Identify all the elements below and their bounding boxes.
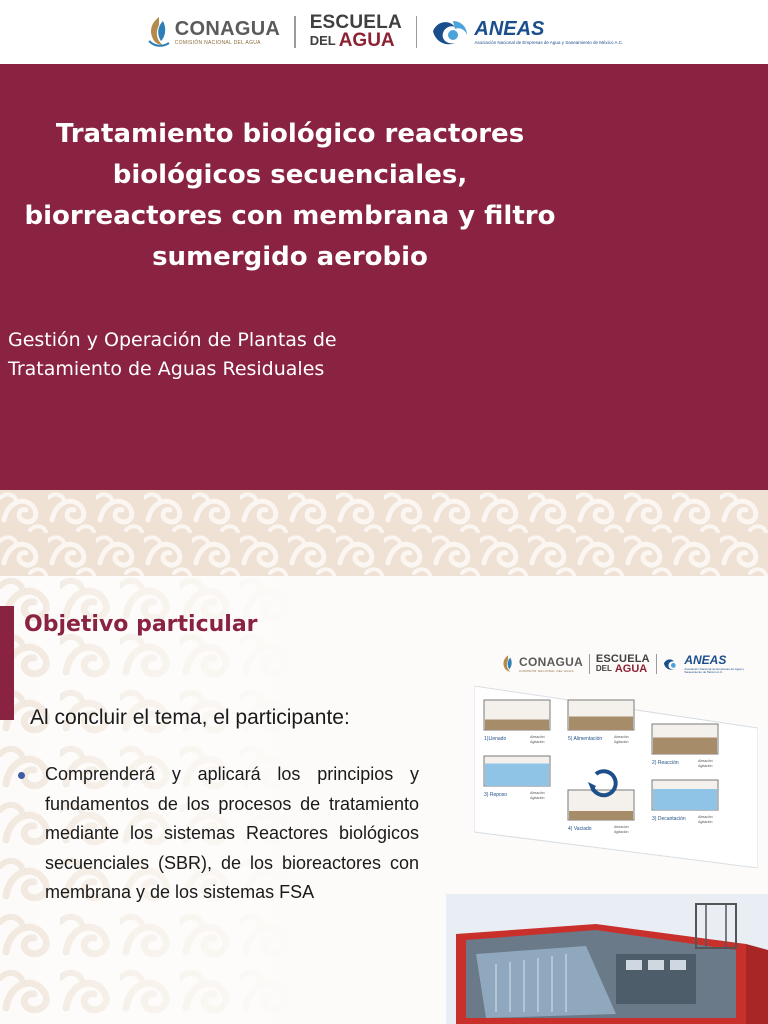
sbr-legend-agitation: Agitación: [698, 764, 713, 768]
sbr-liquid: [653, 738, 717, 755]
sbr-legend-agitation: Agitación: [530, 740, 545, 744]
logo-separator: [589, 654, 590, 674]
aneas-name-small: ANEAS: [684, 653, 727, 667]
bullet-icon: [18, 772, 25, 779]
sbr-cycle-diagram: [474, 686, 758, 868]
decorative-pattern-band: [0, 490, 768, 576]
sbr-stage: [568, 700, 634, 744]
subtitle-line-2: Tratamiento de Aguas Residuales: [8, 358, 325, 380]
sbr-legend-agitation: Agitación: [530, 796, 545, 800]
sbr-stage-label: 2) Reacción: [652, 760, 679, 766]
logo-separator: [416, 16, 418, 48]
intro-text: Al concluir el tema, el participante:: [30, 706, 350, 729]
subtitle-line-1: Gestión y Operación de Plantas de: [8, 329, 337, 351]
objective-bullet: Comprenderá y aplicará los principios y fundamentos de los procesos de tratamiento mediante los sistemas Reactores biológicos secuenciales (SBR), de los bioreactores con membrana y de los sistemas FSA: [45, 764, 419, 903]
logo-bar: [0, 0, 768, 64]
agua-word: AGUA: [338, 30, 395, 51]
sbr-liquid: [569, 811, 633, 820]
aneas-wave-icon: [431, 17, 471, 47]
logo-separator: [656, 654, 657, 674]
small-logo-bar: [500, 648, 756, 680]
sbr-liquid: [485, 720, 549, 731]
sbr-liquid: [653, 789, 717, 810]
sbr-legend-agitation: Agitación: [614, 740, 629, 744]
sbr-liquid: [485, 764, 549, 787]
sbr-stage-label: 3) Decantación: [652, 816, 686, 822]
aneas-name: ANEAS: [474, 17, 545, 40]
accent-bar: [0, 606, 14, 720]
conagua-subtitle: COMISIÓN NACIONAL DEL AGUA: [174, 39, 261, 46]
del-word: DEL: [309, 32, 336, 48]
title-panel: [0, 64, 768, 490]
conagua-emblem-icon: [145, 15, 171, 49]
sbr-legend-aeration: Aireación: [698, 815, 713, 819]
aneas-wave-icon: [663, 654, 682, 674]
escuela-del-agua-logo-small: [596, 654, 650, 675]
sbr-legend-aeration: Aireación: [614, 825, 629, 829]
del-word-small: DEL: [595, 664, 612, 674]
conagua-name-small: CONAGUA: [519, 654, 584, 669]
escuela-word-small: ESCUELA: [595, 652, 650, 665]
escuela-word: ESCUELA: [309, 11, 402, 33]
conagua-logo: [145, 15, 280, 49]
sbr-legend-aeration: Aireación: [698, 759, 713, 763]
decorative-pattern: [0, 490, 768, 576]
sbr-legend-agitation: Agitación: [698, 820, 713, 824]
conagua-name: CONAGUA: [174, 17, 281, 40]
sbr-legend-aeration: Aireación: [614, 735, 629, 739]
sbr-legend-aeration: Aireación: [530, 791, 545, 795]
sbr-legend-agitation: Agitación: [614, 830, 629, 834]
slide-subtitle: [8, 326, 568, 384]
aneas-logo-small: [663, 654, 756, 674]
slide-title: Tratamiento biológico reactores biológicos secuenciales, biorreactores con membrana y filtro sumergido aerobio: [24, 119, 556, 272]
conagua-logo-small: [500, 654, 583, 674]
sbr-stage: [652, 780, 718, 824]
aneas-logo: [431, 17, 623, 47]
sbr-stage-label: 1)Llenado: [484, 736, 507, 742]
logo-separator: [294, 16, 296, 48]
aneas-subtitle: Asociación Nacional de Empresas de Agua y Saneamiento de México A.C.: [474, 39, 624, 45]
sbr-stage-label: 5) Alimentación: [568, 736, 603, 742]
sbr-liquid: [569, 717, 633, 731]
conagua-emblem-icon: [500, 654, 515, 674]
objective-title: Objetivo particular: [24, 612, 258, 637]
conagua-subtitle-small: COMISIÓN NACIONAL DEL AGUA: [519, 668, 574, 673]
aneas-subtitle-small: Asociación Nacional de Empresas de Agua y Saneamiento de México A.C.: [684, 667, 745, 674]
agua-word-small: AGUA: [614, 663, 648, 675]
sbr-stage-label: 3) Reposo: [484, 792, 508, 798]
sbr-legend-aeration: Aireación: [530, 735, 545, 739]
escuela-del-agua-logo: [309, 11, 402, 51]
treatment-plant-illustration: [446, 894, 768, 1024]
sbr-stage-label: 4) Vaciado: [568, 826, 592, 832]
objective-slide: [0, 576, 768, 1024]
